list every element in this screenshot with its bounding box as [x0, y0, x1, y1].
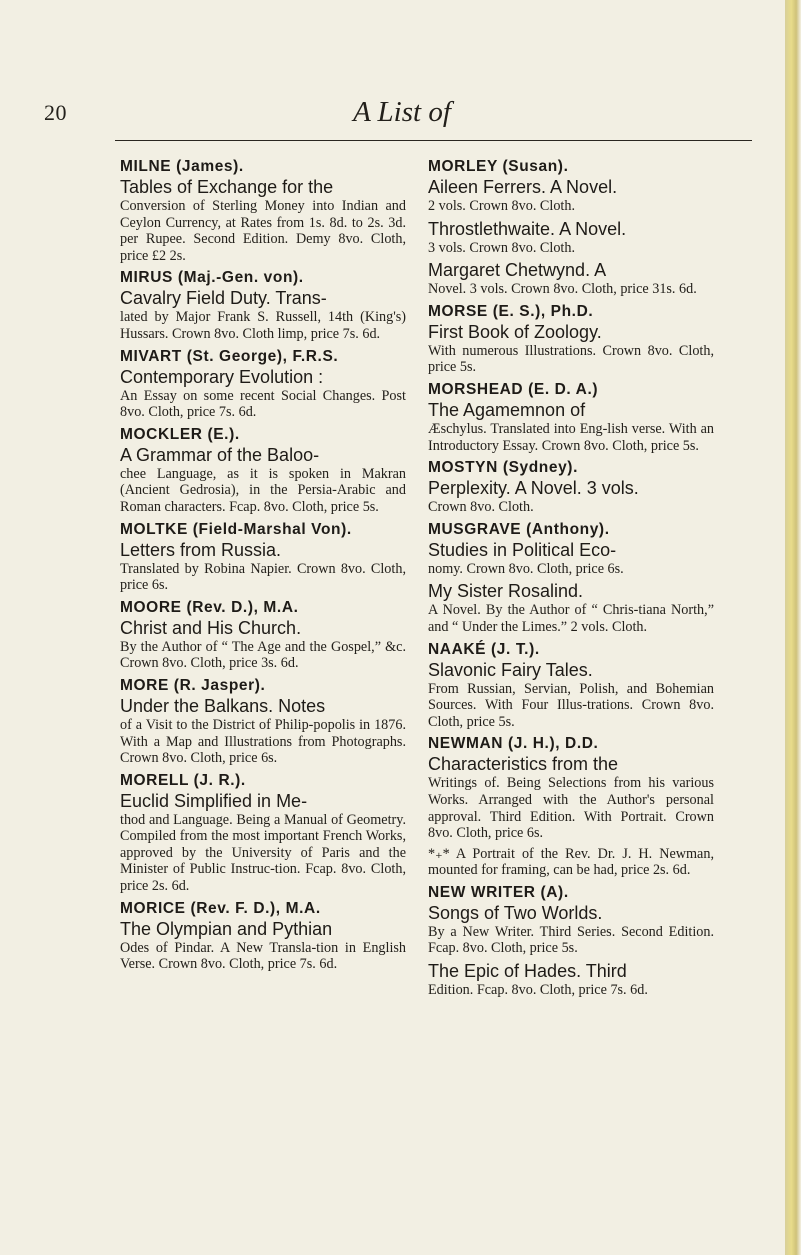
entry-title: Songs of Two Worlds.: [428, 902, 603, 923]
catalog-entry: [428, 581, 714, 635]
running-title: A List of: [353, 96, 451, 128]
entry-author: MILNE (James).: [120, 158, 244, 175]
catalog-entry: [428, 883, 714, 957]
entry-title: Christ and His Church.: [120, 617, 302, 638]
entry-title: Under the Balkans. Notes: [120, 695, 326, 716]
entry-title: The Agamemnon of: [428, 399, 586, 420]
entry-description: By a New Writer. Third Series. Second Edition. Fcap. 8vo. Cloth, price 5s.: [428, 923, 714, 957]
right-column: [428, 157, 714, 1003]
entry-description: By the Author of “ The Age and the Gospel,” &c. Crown 8vo. Cloth, price 3s. 6d.: [120, 638, 406, 672]
entry-title: Contemporary Evolution :: [120, 366, 324, 387]
entry-author: NAAKÉ (J. T.).: [428, 640, 540, 658]
catalog-entry: [428, 219, 714, 257]
catalog-entry: [120, 347, 406, 421]
catalog-entry: [120, 899, 406, 973]
entry-author: MORICE (Rev. F. D.), M.A.: [120, 899, 321, 917]
catalog-entry: [428, 458, 714, 516]
catalog-entry: [428, 640, 714, 731]
catalog-entry: [120, 520, 406, 594]
entry-title: Letters from Russia.: [120, 539, 282, 560]
entry-description: From Russian, Servian, Polish, and Bohemian Sources. With Four Illus-trations. Crown 8vo. Cloth, price 5s.: [428, 680, 714, 730]
entry-author: MORELL (J. R.).: [120, 771, 246, 789]
entry-description: 3 vols. Crown 8vo. Cloth.: [428, 239, 576, 256]
catalog-entry: [120, 598, 406, 672]
entry-title: Slavonic Fairy Tales.: [428, 659, 593, 680]
catalog-entry: [428, 302, 714, 376]
entry-description: chee Language, as it is spoken in Makran (Ancient Gedrosia), in the Persia-Arabic and Roman characters. Fcap. 8vo. Cloth, price 5s.: [120, 465, 406, 515]
entry-description: of a Visit to the District of Philip-popolis in 1876. With a Map and Illustrations from Photographs. Crown 8vo. Cloth, price 6s.: [120, 716, 406, 767]
entry-title: Characteristics from the: [428, 754, 619, 775]
entry-description: Conversion of Sterling Money into Indian and Ceylon Currency, at Rates from 1s. 8d. to 2s. 3d. per Rupee. Second Edition. Demy 8vo. Cloth, price £2 2s.: [120, 198, 406, 264]
entry-title: The Epic of Hades. Third: [428, 961, 627, 982]
entry-title: Perplexity. A Novel. 3 vols.: [428, 478, 639, 499]
entry-description: Novel. 3 vols. Crown 8vo. Cloth, price 31s. 6d.: [428, 281, 697, 298]
page-number: 20: [44, 100, 67, 125]
entry-author: MORE (R. Jasper).: [120, 676, 266, 694]
catalog-entry: [428, 260, 714, 298]
page-header: [44, 96, 760, 136]
entry-description: Writings of. Being Selections from his various Works. Arranged with the Author's personal approval. Third Edition. With Portrait. Crown 8vo. Cloth, price 6s.: [428, 775, 714, 842]
catalog-entry: [428, 734, 714, 841]
entry-author: MOLTKE (Field-Marshal Von).: [120, 520, 352, 538]
entry-description: thod and Language. Being a Manual of Geometry. Compiled from the most important French Works, approved by the University of Paris and the Minister of Public Instruc-tion. Fcap. 8vo. Cloth, price 2s. 6d.: [120, 811, 406, 895]
entry-title: A Grammar of the Baloo-: [120, 444, 320, 465]
entry-author: NEWMAN (J. H.), D.D.: [428, 735, 599, 753]
catalog-entry: [120, 676, 406, 767]
entry-description: With numerous Illustrations. Crown 8vo. Cloth, price 5s.: [428, 342, 714, 376]
entry-description: lated by Major Frank S. Russell, 14th (King's) Hussars. Crown 8vo. Cloth limp, price 7s. 6d.: [120, 309, 406, 342]
entry-author: MOCKLER (E.).: [120, 425, 240, 443]
page-edge: [785, 0, 801, 1255]
entry-description: Translated by Robina Napier. Crown 8vo. Cloth, price 6s.: [120, 560, 406, 594]
catalog-entry: [428, 157, 714, 215]
entry-title: Throstlethwaite. A Novel.: [428, 218, 627, 239]
entry-description: 2 vols. Crown 8vo. Cloth.: [428, 198, 576, 214]
entry-author: MORSE (E. S.), Ph.D.: [428, 302, 594, 320]
entry-description: An Essay on some recent Social Changes. Post 8vo. Cloth, price 7s. 6d.: [120, 387, 406, 421]
entry-title: Aileen Ferrers. A Novel.: [428, 177, 618, 197]
left-column: [120, 157, 406, 977]
catalog-entry: [428, 961, 714, 999]
catalog-entry: [428, 520, 714, 578]
entry-author: MORLEY (Susan).: [428, 158, 569, 175]
entry-description: A Novel. By the Author of “ Chris-tiana North,” and “ Under the Limes.” 2 vols. Cloth.: [428, 602, 714, 635]
entry-title: Tables of Exchange for the: [120, 177, 334, 197]
entry-title: Margaret Chetwynd. A: [428, 260, 607, 281]
entry-author: MUSGRAVE (Anthony).: [428, 520, 610, 538]
entry-title: My Sister Rosalind.: [428, 581, 584, 602]
header-rule: [115, 140, 752, 141]
entry-description: nomy. Crown 8vo. Cloth, price 6s.: [428, 560, 624, 577]
entry-title: The Olympian and Pythian: [120, 918, 333, 939]
entry-title: Euclid Simplified in Me-: [120, 790, 308, 811]
entry-author: MIRUS (Maj.-Gen. von).: [120, 269, 304, 287]
catalog-entry: [120, 268, 406, 342]
catalog-entry: [120, 771, 406, 895]
entry-author: NEW WRITER (A).: [428, 883, 569, 901]
catalog-entry: [428, 380, 714, 454]
entry-title: First Book of Zoology.: [428, 321, 602, 342]
entry-description: *₊* A Portrait of the Rev. Dr. J. H. Newman, mounted for framing, can be had, price 2s. 6d.: [428, 845, 714, 879]
catalog-entry: [428, 846, 714, 879]
entry-title: Cavalry Field Duty. Trans-: [120, 288, 327, 309]
entry-author: MOSTYN (Sydney).: [428, 459, 578, 477]
entry-description: Odes of Pindar. A New Transla-tion in English Verse. Crown 8vo. Cloth, price 7s. 6d.: [120, 939, 406, 973]
entry-author: MORSHEAD (E. D. A.): [428, 380, 599, 398]
entry-description: Edition. Fcap. 8vo. Cloth, price 7s. 6d.: [428, 982, 648, 999]
entry-description: Æschylus. Translated into Eng-lish verse. With an Introductory Essay. Crown 8vo. Cloth, price 5s.: [428, 420, 714, 454]
catalog-entry: [120, 157, 406, 264]
entry-title: Studies in Political Eco-: [428, 539, 617, 560]
entry-author: MIVART (St. George), F.R.S.: [120, 347, 339, 365]
entry-author: MOORE (Rev. D.), M.A.: [120, 598, 299, 616]
catalog-entry: [120, 425, 406, 516]
entry-description: Crown 8vo. Cloth.: [428, 499, 534, 516]
